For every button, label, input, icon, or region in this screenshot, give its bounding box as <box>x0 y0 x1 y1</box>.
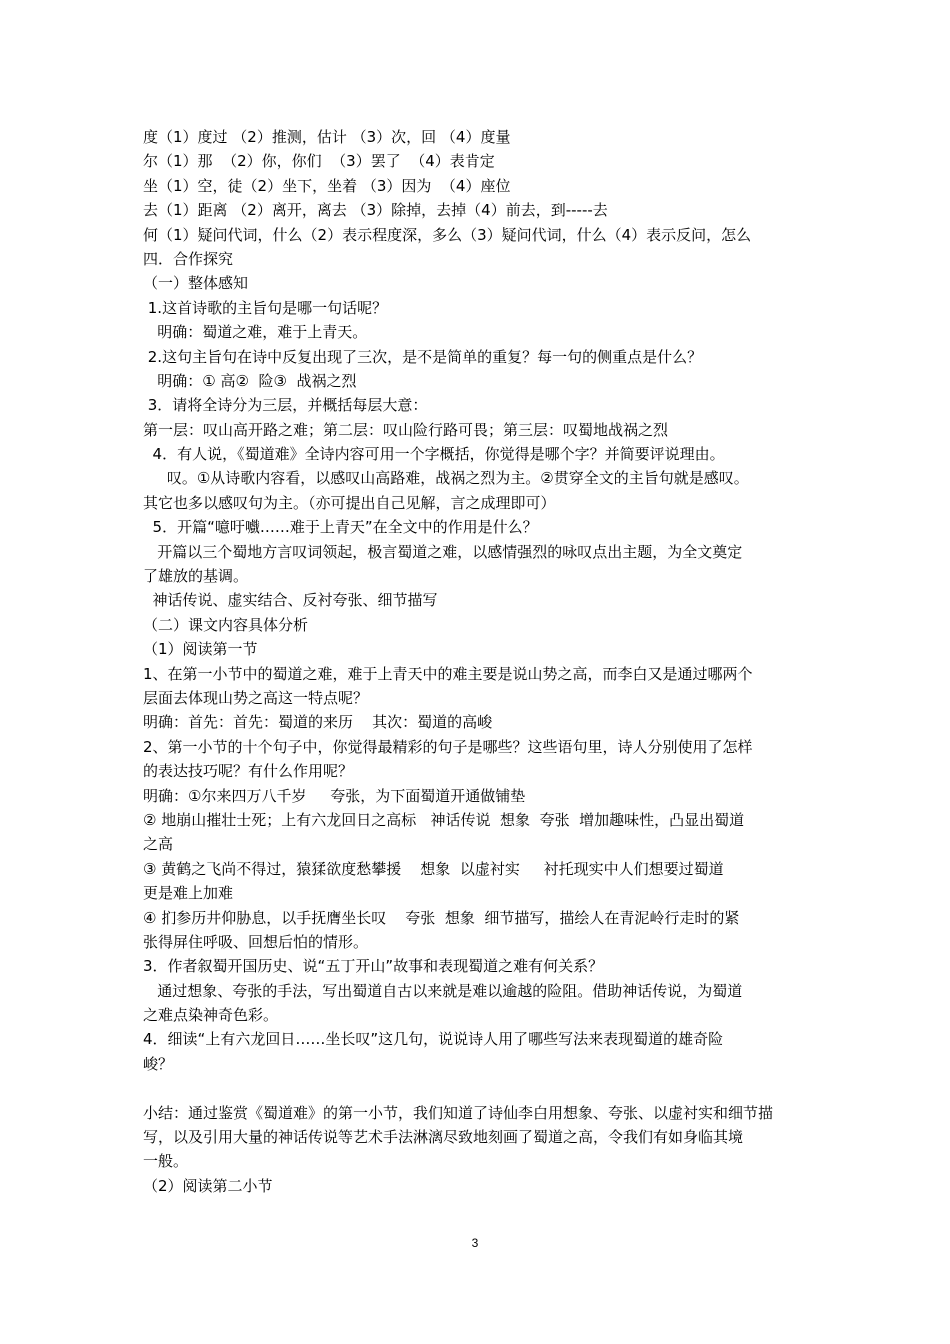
text-line: 5．开篇“噫吁嚱……难于上青天”在全文中的作用是什么？ <box>143 518 538 537</box>
text-line: 通过想象、夸张的手法，写出蜀道自古以来就是难以逾越的险阻。借助神话传说，为蜀道 <box>143 981 743 1000</box>
text-line: 之高 <box>143 835 174 854</box>
text-line: 的表达技巧呢？有什么作用呢？ <box>143 762 354 781</box>
text-line: 1、在第一小节中的蜀道之难，难于上青天中的难主要是说山势之高，而李白又是通过哪两个 <box>143 664 753 683</box>
text-line: （二）课文内容具体分析 <box>143 615 309 634</box>
text-line: 坐（1）空，徒（2）坐下，坐着 （3）因为 （4）座位 <box>143 176 511 195</box>
text-line: 何（1）疑问代词，什么（2）表示程度深，多么（3）疑问代词，什么（4）表示反问，怎么 <box>143 225 752 244</box>
text-line: 第一层：叹山高开路之难；第二层：叹山险行路可畏；第三层：叹蜀地战祸之烈 <box>143 420 669 439</box>
text-line: 四．合作探究 <box>143 249 234 268</box>
text-line: ③ 黄鹤之飞尚不得过，猿猱欲度愁攀援 想象 以虚衬实 衬托现实中人们想要过蜀道 <box>143 859 724 878</box>
text-line: 张得屏住呼吸、回想后怕的情形。 <box>143 932 369 951</box>
text-line: （一）整体感知 <box>143 274 249 293</box>
text-line: 度（1）度过 （2）推测，估计 （3）次，回 （4）度量 <box>143 128 511 146</box>
text-line: 2、第一小节的十个句子中，你觉得最精彩的句子是哪些？这些语句里，诗人分别使用了怎样 <box>143 737 753 756</box>
text-line: 明确：蜀道之难，难于上青天。 <box>143 323 368 342</box>
text-line: 尔（1）那 （2）你，你们 （3）罢了 （4）表肯定 <box>143 152 495 171</box>
text-line: 明确：①尔来四万八千岁 夸张，为下面蜀道开通做铺垫 <box>143 786 526 805</box>
document-body <box>143 125 813 1198</box>
text-line: 3．请将全诗分为三层，并概括每层大意： <box>143 396 428 415</box>
text-line: ② 地崩山摧壮士死；上有六龙回日之高标 神话传说 想象 夸张 增加趣味性，凸显出蜀道 <box>143 810 745 829</box>
text-line: 4．有人说，《蜀道难》全诗内容可用一个字概括，你觉得是哪个字？并简要评说理由。 <box>143 445 725 464</box>
text-line: 去（1）距离 （2）离开，离去 （3）除掉，去掉（4）前去，到-----去 <box>143 201 608 220</box>
text-line: 1.这首诗歌的主旨句是哪一句话呢？ <box>143 298 388 317</box>
text-line: （2）阅读第二小节 <box>143 1176 273 1195</box>
text-line: 写，以及引用大量的神话传说等艺术手法淋漓尽致地刻画了蜀道之高，令我们有如身临其境 <box>143 1128 744 1147</box>
text-line: 开篇以三个蜀地方言叹词领起，极言蜀道之难，以感情强烈的咏叹点出主题，为全文奠定 <box>143 542 743 561</box>
text-line: （1）阅读第一节 <box>143 640 258 659</box>
text-line: 小结：通过鉴赏《蜀道难》的第一小节，我们知道了诗仙李白用想象、夸张、以虚衬实和细节描 <box>143 1103 774 1122</box>
text-line: 4．细读“上有六龙回日……坐长叹”这几句，说说诗人用了哪些写法来表现蜀道的雄奇险 <box>143 1030 724 1049</box>
text-line: 层面去体现山势之高这一特点呢？ <box>143 688 369 707</box>
text-line: 了雄放的基调。 <box>143 567 249 586</box>
text-line: 2.这句主旨句在诗中反复出现了三次，是不是简单的重复？每一句的侧重点是什么？ <box>143 347 703 366</box>
text-line: 更是难上加难 <box>143 884 234 903</box>
text-line: 峻？ <box>143 1054 174 1073</box>
text-line: 神话传说、虚实结合、反衬夸张、细节描写 <box>143 591 438 610</box>
text-line <box>143 1076 813 1100</box>
text-line: 一般。 <box>143 1152 189 1171</box>
text-line: ④ 扪参历井仰胁息，以手抚膺坐长叹 夸张 想象 细节描写，描绘人在青泥岭行走时的紧 <box>143 908 740 927</box>
text-line: 叹。①从诗歌内容看，以感叹山高路难，战祸之烈为主。②贯穿全文的主旨句就是感叹。 <box>143 469 749 488</box>
text-line: 3．作者叙蜀开国历史、说“五丁开山”故事和表现蜀道之难有何关系？ <box>143 957 604 976</box>
text-line: 其它也多以感叹句为主。（亦可提出自己见解，言之成理即可） <box>143 493 556 512</box>
page-number: 3 <box>471 1236 479 1250</box>
text-line: 明确：首先：首先：蜀道的来历 其次：蜀道的高峻 <box>143 713 493 732</box>
text-line: 明确：① 高② 险③ 战祸之烈 <box>143 371 357 390</box>
text-line: 之难点染神奇色彩。 <box>143 1006 279 1025</box>
